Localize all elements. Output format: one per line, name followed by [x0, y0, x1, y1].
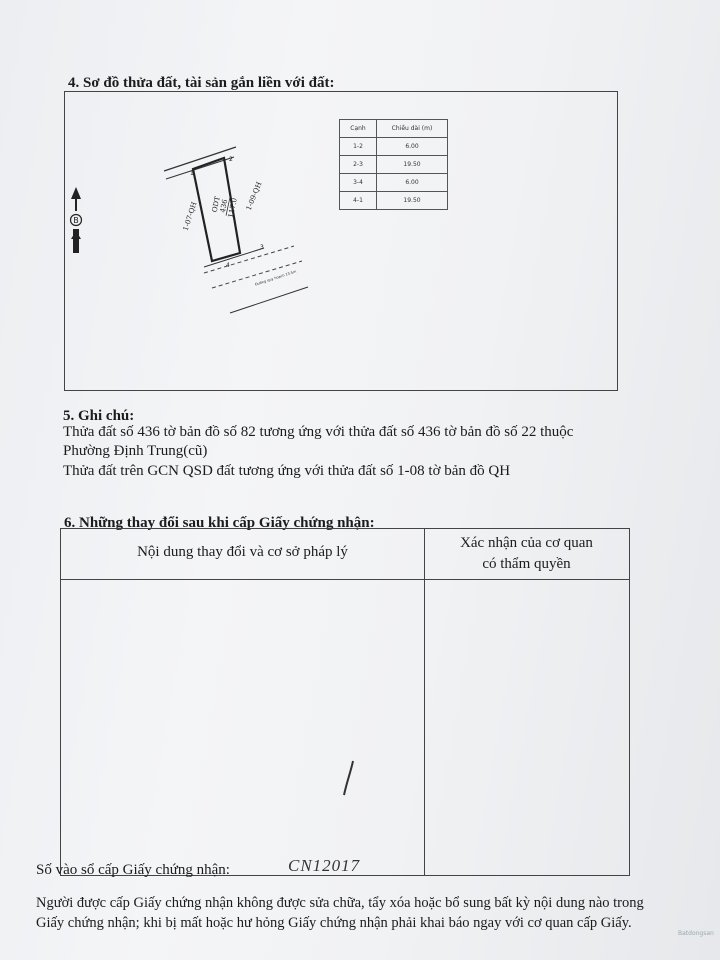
authority-header-line-1: Xác nhận của cơ quan	[460, 535, 593, 551]
corner-4-label: 4	[226, 262, 230, 269]
north-arrow-icon	[71, 187, 82, 253]
length-cell: 6.00	[377, 138, 448, 156]
right-neighbor-label: 1-09-QH	[244, 180, 264, 212]
section-4-title: 4. Sơ đồ thửa đất, tài sản gắn liền với đất:	[68, 75, 335, 91]
edge-cell: 1-2	[340, 138, 377, 156]
left-neighbor-label: 1-07-QH	[181, 200, 199, 232]
edge-header: Cạnh	[340, 120, 377, 138]
changes-table	[60, 528, 630, 876]
registry-number: CN12017	[288, 856, 361, 875]
section-5-title: 5. Ghi chú:	[63, 408, 135, 424]
authority-confirmation-header	[424, 533, 629, 575]
section-6-title: 6. Những thay đổi sau khi cấp Giấy chứng nhận:	[64, 515, 375, 531]
edge-length-table	[339, 119, 448, 210]
length-header: Chiều dài (m)	[377, 120, 448, 138]
table-row	[340, 138, 448, 156]
parcel-area-label: 117.0	[226, 197, 239, 219]
edge-cell: 4-1	[340, 192, 377, 210]
land-type-label: ODT	[210, 195, 222, 214]
edge-cell: 2-3	[340, 156, 377, 174]
edge-cell: 3-4	[340, 174, 377, 192]
parcel-number-label: 436	[218, 198, 230, 214]
corner-2-label: 2	[229, 156, 233, 163]
north-marker: B	[73, 216, 79, 225]
changes-content-header: Nội dung thay đổi và cơ sở pháp lý	[137, 544, 348, 560]
table-row	[340, 192, 448, 210]
authority-header-line-2: có thẩm quyền	[482, 556, 571, 572]
length-cell: 6.00	[377, 174, 448, 192]
corner-1-label: 1	[190, 170, 194, 177]
table-row	[340, 174, 448, 192]
length-cell: 19.50	[377, 156, 448, 174]
pen-mark	[339, 757, 359, 801]
note-line-3: Thửa đất trên GCN QSD đất tương ứng với thửa đất số 1-08 tờ bản đồ QH	[63, 463, 511, 479]
corner-3-label: 3	[260, 244, 264, 251]
footer-warning-line-1: Người được cấp Giấy chứng nhận không được sửa chữa, tẩy xóa hoặc bổ sung bất kỳ nội dung nào trong	[36, 895, 644, 911]
header-divider	[61, 579, 629, 580]
watermark-logo: Batdongsan	[678, 930, 714, 937]
length-cell: 19.50	[377, 192, 448, 210]
note-line-1: Thửa đất số 436 tờ bản đồ số 82 tương ứng với thửa đất số 436 tờ bản đồ số 22 thuộc	[63, 424, 574, 440]
column-divider	[424, 529, 425, 875]
table-row	[340, 156, 448, 174]
note-line-2: Phường Định Trung(cũ)	[63, 443, 208, 459]
registry-label: Số vào sổ cấp Giấy chứng nhận:	[36, 862, 230, 878]
footer-warning-line-2: Giấy chứng nhận; khi bị mất hoặc hư hỏng Giấy chứng nhận phải khai báo ngay với cơ quan cấp Giấy.	[36, 915, 632, 931]
road-label: Đường quy hoạch 13.5m	[254, 269, 297, 287]
